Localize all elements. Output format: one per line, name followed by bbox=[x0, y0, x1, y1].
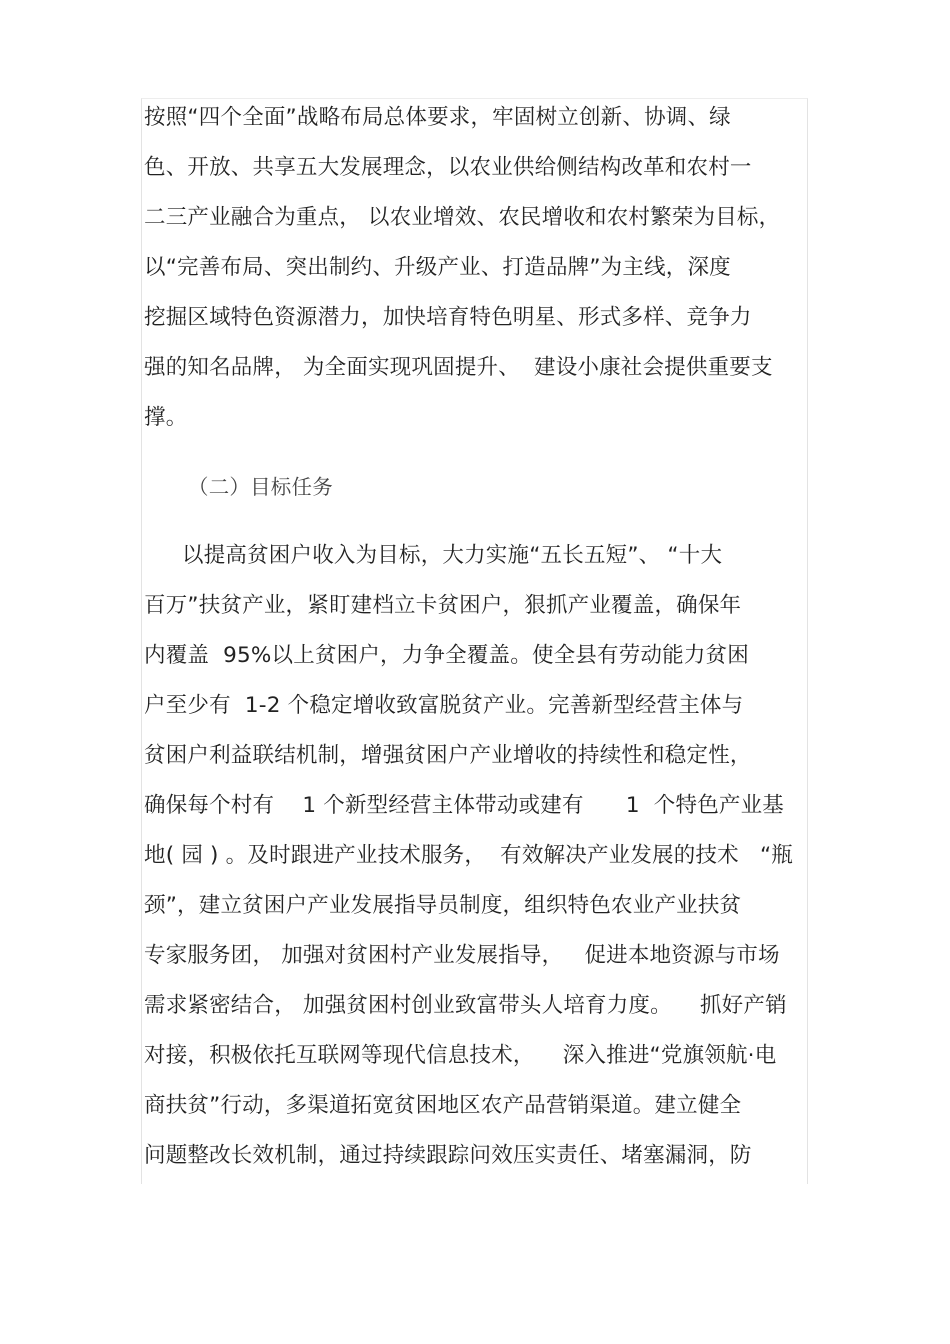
text-line: 贫困户利益联结机制，增强贫困户产业增收的持续性和稳定性， bbox=[144, 743, 752, 768]
text-line: 专家服务团， 加强对贫困村产业发展指导， 促进本地资源与市场 bbox=[144, 943, 780, 968]
text-line: 问题整改长效机制，通过持续跟踪问效压实责任、堵塞漏洞，防 bbox=[144, 1143, 752, 1168]
text-line: 挖掘区域特色资源潜力，加快培育特色明星、形式多样、竞争力 bbox=[144, 305, 752, 330]
text-line: 按照“四个全面”战略布局总体要求，牢固树立创新、协调、绿 bbox=[144, 105, 731, 130]
section-heading: （二）目标任务 bbox=[188, 475, 333, 499]
text-line: 以“完善布局、突出制约、升级产业、打造品牌”为主线，深度 bbox=[144, 255, 731, 280]
text-line: 二三产业融合为重点， 以农业增效、农民增收和农村繁荣为目标， bbox=[144, 205, 781, 230]
text-line: 颈”，建立贫困户产业发展指导员制度，组织特色农业产业扶贫 bbox=[144, 893, 742, 918]
text-line: 地( 园 ) 。及时跟进产业技术服务， 有效解决产业发展的技术 “瓶 bbox=[144, 843, 793, 868]
text-line: 需求紧密结合， 加强贫困村创业致富带头人培育力度。 抓好产销 bbox=[144, 993, 787, 1018]
text-line: 色、开放、共享五大发展理念，以农业供给侧结构改革和农村一 bbox=[144, 155, 752, 180]
text-line: 撑。 bbox=[144, 405, 188, 430]
text-line: 对接，积极依托互联网等现代信息技术， 深入推进“党旗领航·电 bbox=[144, 1043, 777, 1068]
text-line: 确保每个村有 1 个新型经营主体带动或建有 1 个特色产业基 bbox=[144, 793, 785, 818]
text-line: 商扶贫”行动，多渠道拓宽贫困地区农产品营销渠道。建立健全 bbox=[144, 1093, 742, 1118]
text-line: 强的知名品牌， 为全面实现巩固提升、 建设小康社会提供重要支 bbox=[144, 355, 773, 380]
text-line: 户至少有 1-2 个稳定增收致富脱贫产业。完善新型经营主体与 bbox=[144, 693, 744, 718]
text-line: 以提高贫困户收入为目标，大力实施“五长五短”、 “十大 bbox=[182, 543, 723, 568]
text-line: 百万”扶贫产业，紧盯建档立卡贫困户，狠抓产业覆盖，确保年 bbox=[144, 593, 742, 618]
text-line: 内覆盖 95%以上贫困户，力争全覆盖。使全县有劳动能力贫困 bbox=[144, 643, 749, 668]
